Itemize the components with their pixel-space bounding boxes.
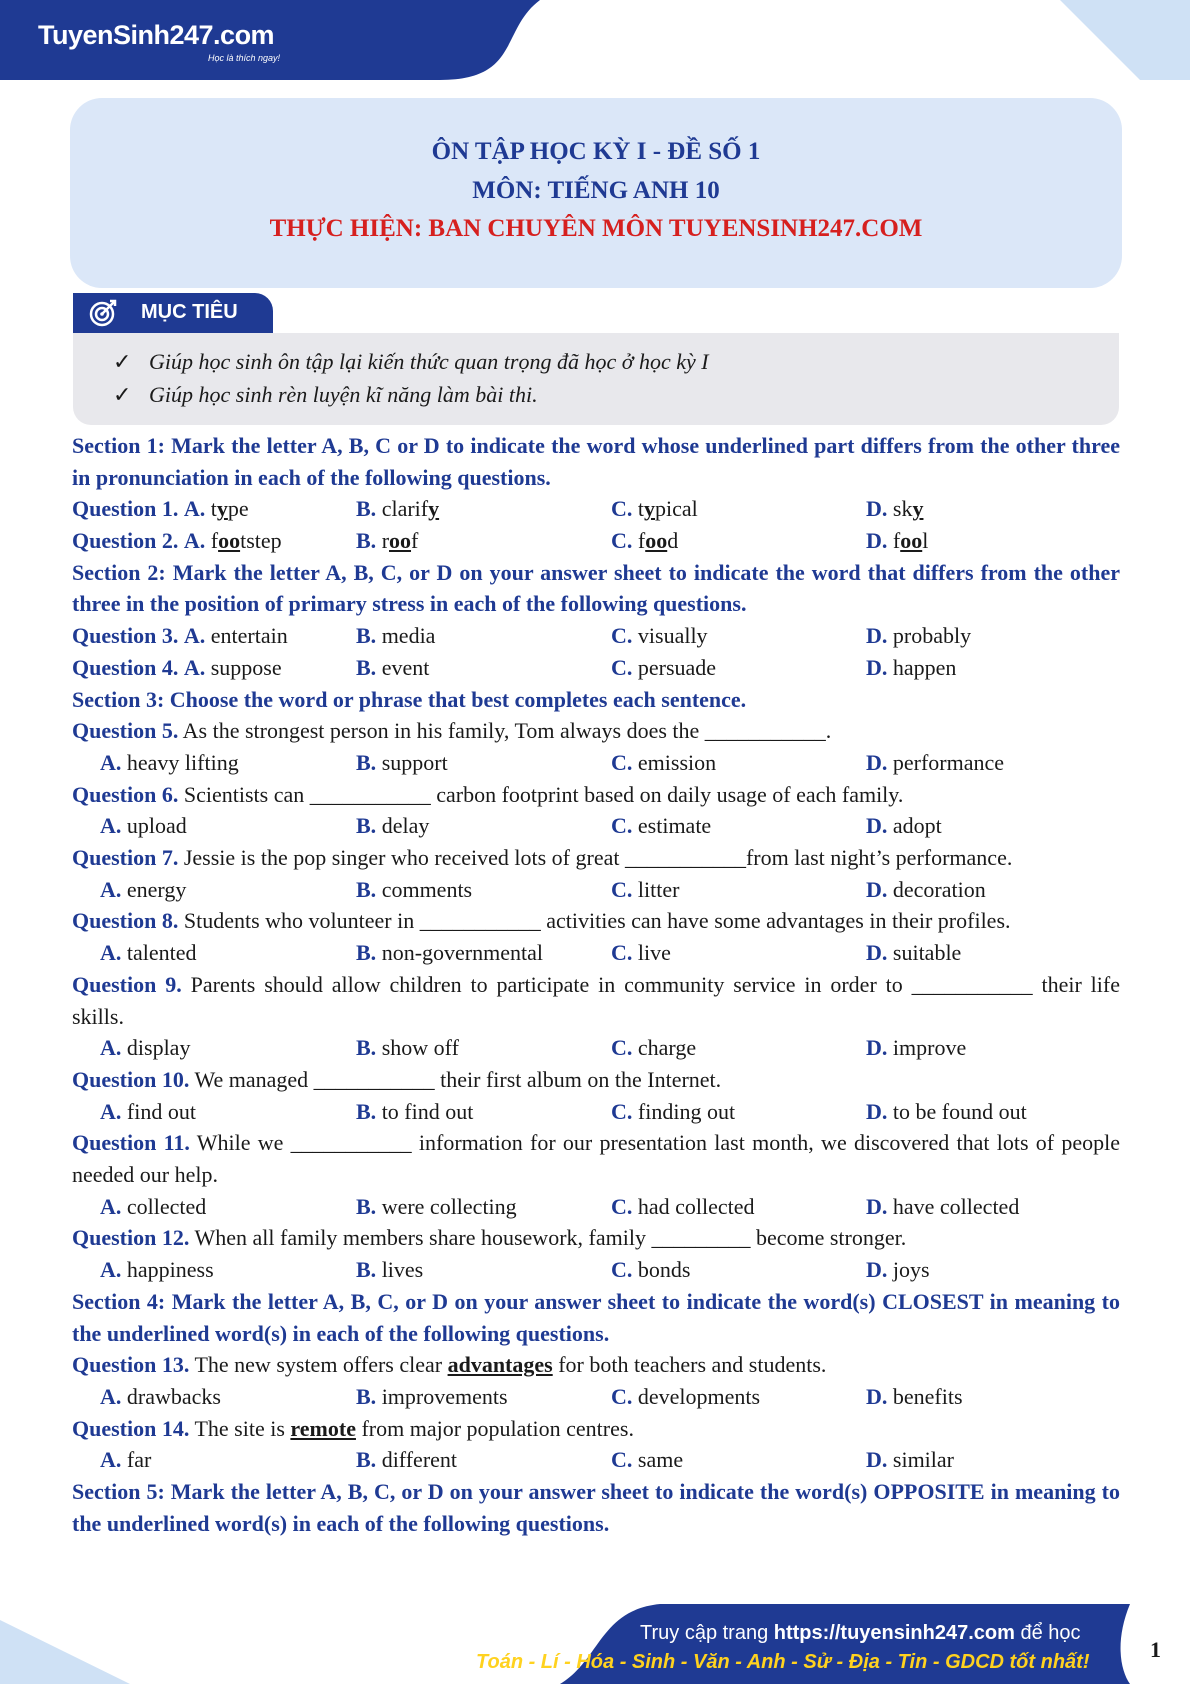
question-8-stem: Question 8. Students who volunteer in ___________ activities can have some advantages in their profiles. xyxy=(72,908,1011,934)
question-7-stem: Question 7. Jessie is the pop singer who received lots of great ___________from last night’s performance. xyxy=(72,845,1013,871)
option-b: B. lives xyxy=(356,1257,424,1283)
author-line: THỰC HIỆN: BAN CHUYÊN MÔN TUYENSINH247.COM xyxy=(269,215,923,242)
question-label: Question 1. xyxy=(72,496,179,522)
option-d: D. similar xyxy=(866,1447,954,1473)
option-b: B. event xyxy=(356,654,430,680)
question-5-stem: Question 5. As the strongest person in his family, Tom always does the ___________. xyxy=(72,718,832,744)
option-c: C. bonds xyxy=(611,1257,691,1283)
option-a: A. energy xyxy=(100,876,187,902)
option-b: B. clarify xyxy=(356,496,440,522)
option-a: A. upload xyxy=(100,813,187,839)
option-c: C. same xyxy=(611,1447,684,1473)
objective-text: Giúp học sinh rèn luyện kĩ năng làm bài thi. xyxy=(149,382,538,407)
option-d: D. benefits xyxy=(866,1383,963,1409)
option-d: D. fool xyxy=(866,528,929,554)
site-logo[interactable]: TuyenSinh247.com xyxy=(38,20,275,50)
option-b: B. delay xyxy=(356,813,430,839)
option-b: B. were collecting xyxy=(356,1193,517,1219)
question-13-options xyxy=(72,1381,1120,1413)
option-d: D. improve xyxy=(866,1035,967,1061)
question-11-stem: Question 11. While we ___________ information for our presentation last month, we discovered that lots of people needed our help. xyxy=(72,1130,1120,1188)
option-d: D. joys xyxy=(866,1257,930,1283)
question-9-stem: Question 9. Parents should allow children to participate in community service in order to ___________ their life skills. xyxy=(72,971,1120,1029)
option-d: D. to be found out xyxy=(866,1098,1027,1124)
option-a: A. display xyxy=(100,1035,191,1061)
option-c: C. visually xyxy=(611,623,708,649)
question-7-options xyxy=(72,874,1120,906)
subject-title: MÔN: TIẾNG ANH 10 xyxy=(472,177,720,204)
question-14-stem: Question 14. The site is remote from major population centres. xyxy=(72,1415,634,1441)
option-d: D. suitable xyxy=(866,940,962,966)
option-d: D. adopt xyxy=(866,813,942,839)
option-c: C. finding out xyxy=(611,1098,736,1124)
logo-tagline: Học là thích ngay! xyxy=(208,53,281,63)
option-c: C. emission xyxy=(611,749,717,775)
question-label: Question 3. xyxy=(72,623,179,649)
footer-visit-line: Truy cập trang https://tuyensinh247.com để học xyxy=(640,1622,1081,1644)
option-b: B. comments xyxy=(356,876,473,902)
question-10-stem: Question 10. We managed ___________ their first album on the Internet. xyxy=(72,1066,722,1092)
exam-title: ÔN TẬP HỌC KỲ I - ĐỀ SỐ 1 xyxy=(431,138,761,165)
option-a: A. drawbacks xyxy=(100,1383,221,1409)
option-c: C. had collected xyxy=(611,1193,755,1219)
question-label: Question 4. xyxy=(72,654,179,680)
option-b: B. to find out xyxy=(356,1098,474,1124)
option-b: B. media xyxy=(356,623,436,649)
option-a: A. heavy lifting xyxy=(100,749,239,775)
option-c: C. charge xyxy=(611,1035,697,1061)
option-d: D. have collected xyxy=(866,1193,1020,1219)
option-c: C. litter xyxy=(611,876,680,902)
question-label: Question 2. xyxy=(72,528,179,554)
option-a: A. happiness xyxy=(100,1257,214,1283)
question-14-options xyxy=(72,1444,1120,1476)
question-12-stem: Question 12. When all family members share housework, family _________ become stronger. xyxy=(72,1225,907,1251)
exam-content xyxy=(72,430,1120,1539)
option-b: B. roof xyxy=(356,528,419,554)
question-9-options xyxy=(72,1032,1120,1064)
option-c: C. persuade xyxy=(611,654,717,680)
section-3-instruction: Section 3: Choose the word or phrase that best completes each sentence. xyxy=(72,686,747,712)
question-10-options xyxy=(72,1096,1120,1128)
objective-box xyxy=(73,333,1119,425)
section-2-instruction: Section 2: Mark the letter A, B, C, or D on your answer sheet to indicate the word that differs from the other three in the position of primary stress in each of the following questions. xyxy=(72,559,1120,617)
option-c: C. food xyxy=(611,528,679,554)
option-b: B. support xyxy=(356,749,448,775)
page-number: 1 xyxy=(1150,1637,1161,1662)
option-d: D. sky xyxy=(866,496,924,522)
option-c: C. estimate xyxy=(611,813,712,839)
section-4-instruction: Section 4: Mark the letter A, B, C, or D on your answer sheet to indicate the word(s) CLOSEST in meaning to the underlined word(s) in each of the following questions. xyxy=(72,1288,1120,1346)
option-d: D. probably xyxy=(866,623,972,649)
option-a: A. find out xyxy=(100,1098,196,1124)
option-c: C. typical xyxy=(611,496,698,522)
objective-tag xyxy=(73,293,273,333)
check-icon: ✓ xyxy=(113,382,132,407)
objective-text: Giúp học sinh ôn tập lại kiến thức quan trọng đã học ở học kỳ I xyxy=(149,349,709,374)
question-5-options xyxy=(72,747,1120,779)
section-1-instruction: Section 1: Mark the letter A, B, C or D to indicate the word whose underlined part differs from the other three in pronunciation in each of the following questions. xyxy=(72,433,1120,490)
option-d: D. decoration xyxy=(866,876,986,902)
option-b: B. improvements xyxy=(356,1383,508,1409)
section-5-instruction: Section 5: Mark the letter A, B, C, or D on your answer sheet to indicate the word(s) OPPOSITE in meaning to the underlined word(s) in each of the following questions. xyxy=(72,1478,1120,1536)
question-4: Question 4. A. suppose B. event C. persuade D. happen xyxy=(72,652,1120,684)
question-6-stem: Question 6. Scientists can ___________ carbon footprint based on daily usage of each family. xyxy=(72,781,904,807)
option-c: C. live xyxy=(611,940,671,966)
option-c: C. developments xyxy=(611,1383,761,1409)
option-a: A. far xyxy=(100,1447,152,1473)
question-8-options xyxy=(72,937,1120,969)
option-b: B. show off xyxy=(356,1035,459,1061)
objective-label: MỤC TIÊU xyxy=(141,301,238,323)
question-11-options xyxy=(72,1191,1120,1223)
option-d: D. happen xyxy=(866,654,957,680)
title-box xyxy=(70,98,1122,288)
target-icon xyxy=(89,299,117,327)
option-b: B. non-governmental xyxy=(356,940,543,966)
question-1: Question 1. A. type B. clarify C. typical D. sky xyxy=(72,493,1120,525)
option-a: A. collected xyxy=(100,1193,207,1219)
check-icon: ✓ xyxy=(113,349,132,374)
question-6-options xyxy=(72,810,1120,842)
footer-url-link[interactable]: https://tuyensinh247.com xyxy=(773,1622,1015,1644)
question-13-stem: Question 13. The new system offers clear advantages for both teachers and students. xyxy=(72,1352,827,1378)
question-3: Question 3. A. entertain B. media C. visually D. probably xyxy=(72,620,1120,652)
option-d: D. performance xyxy=(866,749,1005,775)
option-a: A. talented xyxy=(100,940,197,966)
option-b: B. different xyxy=(356,1447,458,1473)
footer-subjects-line: Toán - Lí - Hóa - Sinh - Văn - Anh - Sử - Địa - Tin - GDCD tốt nhất! xyxy=(476,1651,1090,1673)
question-2: Question 2. A. footstep B. roof C. food D. fool xyxy=(72,525,1120,557)
question-12-options xyxy=(72,1254,1120,1286)
